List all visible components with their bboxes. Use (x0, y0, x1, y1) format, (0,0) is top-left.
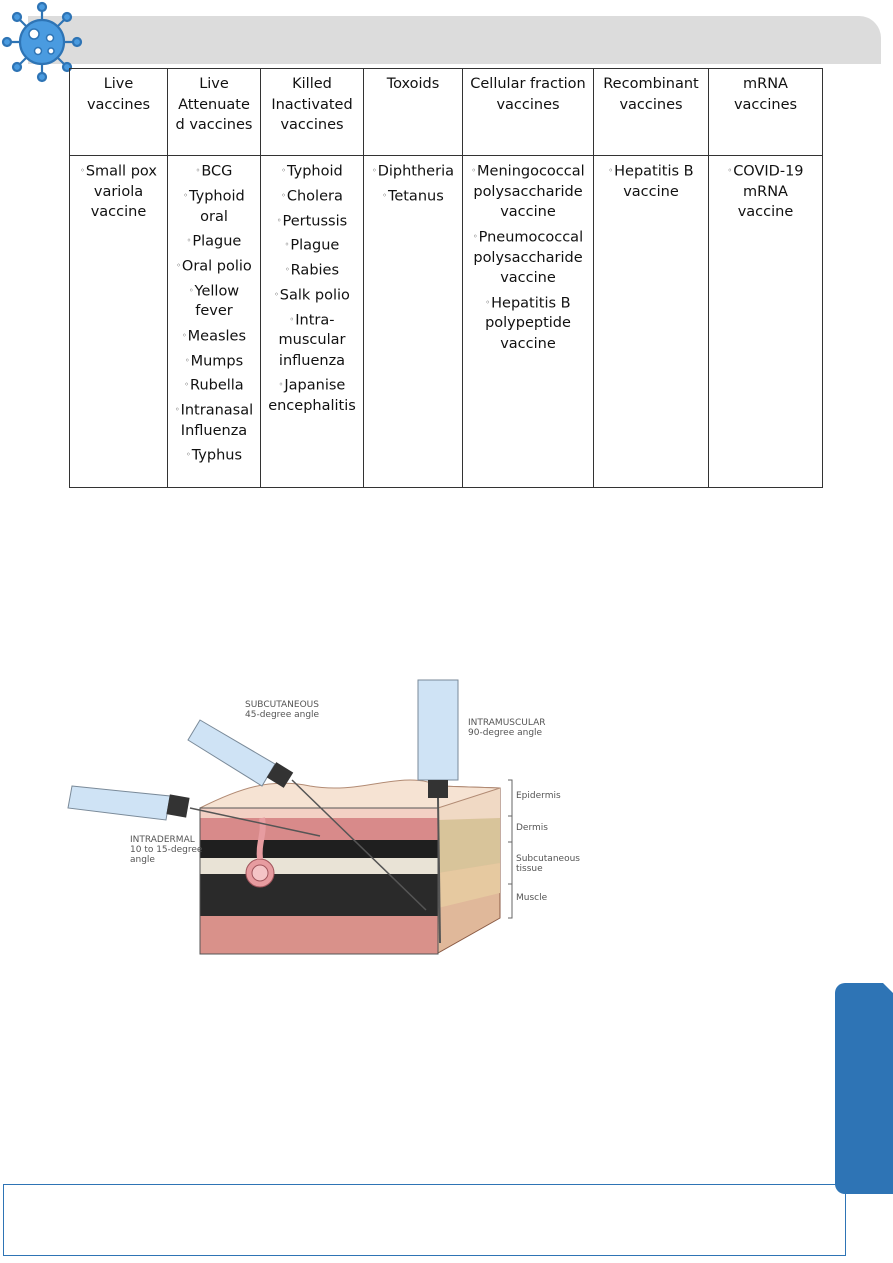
list-item-text: Plague (192, 233, 242, 250)
page-header-bar (28, 16, 881, 64)
list-item-text: Typhoid (189, 188, 245, 204)
bullet-icon: ◦ (174, 405, 180, 414)
list-item-text: Diphtheria (377, 163, 454, 180)
list-item-text: vaccine (500, 335, 556, 352)
list-item (170, 231, 258, 252)
list-item-text: encephalitis (268, 398, 356, 414)
column-header (709, 69, 823, 156)
chapter-side-tab (835, 983, 893, 1194)
list-item (170, 256, 258, 277)
bullet-icon: ◦ (278, 380, 284, 390)
list-item-text: COVID-19 (733, 163, 804, 180)
table-row (70, 156, 823, 488)
list-item-text: BCG (201, 163, 233, 180)
column-header (463, 69, 594, 156)
list-item-text: Salk polio (279, 287, 350, 303)
list-item (465, 161, 591, 223)
column-header-line: mRNA (743, 76, 788, 92)
list-item (711, 161, 820, 223)
list-item (263, 211, 361, 232)
column-header-line: Cellular fraction (470, 76, 586, 92)
list-item (170, 400, 258, 441)
list-item-text: mRNA (743, 183, 788, 200)
list-item-text: Meningococcal (477, 163, 585, 180)
intramuscular-label: INTRAMUSCULAR (468, 718, 546, 728)
bullet-icon: ◦ (727, 166, 733, 175)
subcutaneous-label: SUBCUTANEOUS (245, 700, 319, 710)
list-item-text: Rabies (290, 262, 340, 279)
layer-label-subcutaneous: Subcutaneous (516, 854, 580, 864)
list-item-text: polypeptide (485, 315, 571, 332)
bullet-icon: ◦ (382, 190, 387, 200)
table-cell (261, 156, 364, 488)
list-item (596, 161, 706, 202)
intradermal-angle-unit: angle (130, 855, 155, 865)
column-header-line: Live (103, 76, 134, 92)
list-item (170, 351, 258, 372)
vaccine-types-table (69, 68, 823, 488)
column-header-line: vaccines (733, 96, 798, 113)
list-item-text: Rubella (190, 377, 244, 394)
column-header-line: vaccines (86, 96, 151, 113)
list-item-text: Intranasal (180, 402, 254, 419)
bullet-icon: ◦ (471, 166, 477, 175)
list-item (263, 260, 361, 281)
column-header-line: Attenuate (178, 96, 250, 113)
list-item-text: Mumps (190, 352, 244, 369)
list-item-text: influenza (278, 352, 346, 369)
bullet-icon: ◦ (195, 166, 201, 175)
list-item (263, 161, 361, 182)
list-item-text: muscular (278, 332, 346, 349)
bullet-icon: ◦ (485, 297, 491, 307)
list-item-text: vaccine (737, 204, 794, 221)
bullet-icon: ◦ (608, 166, 614, 175)
list-item-text: Hepatitis B (491, 294, 571, 311)
layer-label-dermis: Dermis (516, 823, 548, 833)
bullet-icon: ◦ (276, 215, 282, 225)
column-header-line: Toxoids (386, 76, 440, 92)
intradermal-angle: 10 to 15-degree (130, 845, 203, 855)
list-item-text: Typhus (191, 447, 243, 464)
table-cell (594, 156, 709, 488)
column-header-line: Inactivated (271, 96, 353, 113)
column-header-line: vaccines (496, 96, 560, 113)
table-cell (70, 156, 168, 488)
list-item-text: oral (200, 208, 228, 225)
list-item-text: Typhoid (287, 163, 343, 180)
list-item (170, 161, 258, 182)
bullet-icon: ◦ (372, 166, 377, 175)
list-item-text: Influenza (180, 422, 248, 439)
list-item-text: Measles (187, 328, 247, 344)
table-header-row (70, 69, 823, 156)
list-item-text: Hepatitis B (614, 163, 694, 180)
list-item-text: Yellow (194, 282, 240, 299)
layer-label-subcutaneous-tissue: tissue (516, 864, 543, 874)
column-header-line: vaccines (280, 117, 344, 133)
list-item-text: variola (93, 183, 144, 200)
column-header (261, 69, 364, 156)
list-item (263, 186, 361, 207)
skin-block (200, 780, 500, 954)
bullet-icon: ◦ (184, 355, 190, 365)
list-item-text: polysaccharide (473, 249, 583, 266)
list-item-text: vaccine (90, 204, 147, 221)
bullet-icon: ◦ (188, 285, 194, 295)
list-item-text: vaccine (500, 204, 556, 221)
list-item-text: Small pox (85, 163, 157, 180)
bullet-icon: ◦ (181, 330, 187, 340)
intradermal-label: INTRADERMAL (130, 835, 195, 845)
bullet-icon: ◦ (281, 190, 286, 200)
list-item (366, 161, 460, 182)
bullet-icon: ◦ (281, 166, 287, 175)
column-header (364, 69, 463, 156)
subcutaneous-angle: 45-degree angle (245, 710, 320, 720)
list-item (72, 161, 165, 223)
column-header-line: d vaccines (175, 117, 253, 133)
list-item-text: Tetanus (387, 188, 444, 204)
list-item-text: Japanise (284, 377, 346, 394)
bullet-icon: ◦ (183, 190, 189, 200)
column-header-line: Killed (292, 76, 332, 92)
list-item-text: fever (195, 303, 233, 320)
list-item (170, 326, 258, 347)
list-item (263, 310, 361, 372)
list-item-text: Intra- (295, 311, 335, 328)
table-cell (463, 156, 594, 488)
bullet-icon: ◦ (176, 260, 181, 270)
column-header (594, 69, 709, 156)
list-item-text: Pneumococcal (478, 229, 584, 245)
list-item (465, 293, 591, 355)
list-item-text: vaccine (623, 183, 679, 200)
column-header-line: Recombinant (603, 76, 699, 92)
list-item (263, 235, 361, 256)
bullet-icon: ◦ (186, 236, 192, 245)
table-cell (168, 156, 261, 488)
list-item-text: Cholera (286, 188, 343, 204)
table-cell (709, 156, 823, 488)
bullet-icon: ◦ (184, 380, 190, 390)
column-header (70, 69, 168, 156)
list-item-text: polysaccharide (473, 183, 583, 200)
list-item (170, 375, 258, 396)
bullet-icon: ◦ (284, 240, 290, 250)
column-header-line: Live (199, 76, 229, 92)
list-item-text: Plague (290, 237, 340, 254)
column-header-line: vaccines (619, 96, 683, 113)
bullet-icon: ◦ (289, 314, 295, 324)
list-item (170, 186, 258, 227)
intramuscular-angle: 90-degree angle (468, 728, 543, 738)
list-item (263, 285, 361, 306)
bullet-icon: ◦ (472, 231, 478, 241)
list-item (465, 227, 591, 289)
list-item (366, 186, 460, 207)
footer-box (3, 1184, 846, 1256)
bullet-icon: ◦ (274, 289, 279, 299)
bullet-icon: ◦ (80, 166, 85, 175)
layer-label-epidermis: Epidermis (516, 791, 561, 801)
list-item (170, 281, 258, 322)
table-cell (364, 156, 463, 488)
bullet-icon: ◦ (185, 450, 191, 460)
injection-routes-diagram (60, 668, 620, 963)
layer-label-muscle: Muscle (516, 893, 548, 903)
list-item (170, 445, 258, 466)
bullet-icon: ◦ (284, 265, 290, 274)
list-item-text: Pertussis (282, 212, 348, 229)
column-header (168, 69, 261, 156)
list-item (263, 375, 361, 416)
list-item-text: Oral polio (181, 258, 252, 274)
list-item-text: vaccine (500, 270, 556, 286)
